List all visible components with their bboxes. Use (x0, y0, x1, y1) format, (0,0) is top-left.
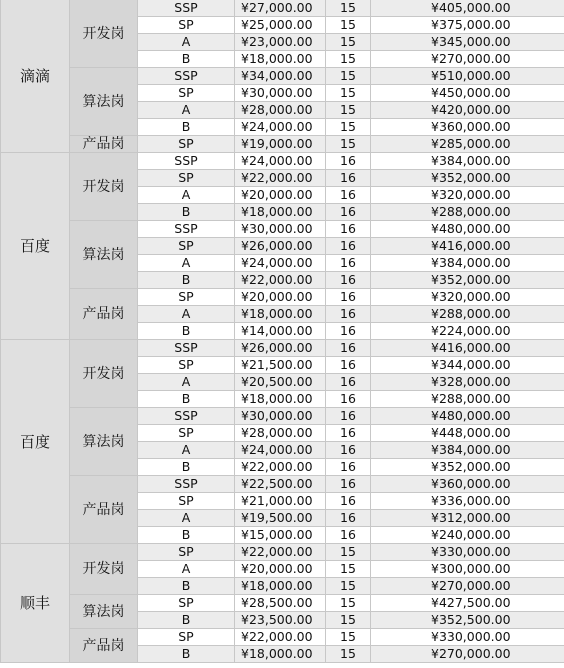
annual-salary-cell: ¥270,000.00 (371, 578, 564, 595)
months-cell: 16 (326, 238, 371, 255)
annual-salary-cell: ¥405,000.00 (371, 0, 564, 17)
level-cell: SP (138, 357, 235, 374)
monthly-salary-cell: ¥30,000.00 (235, 85, 326, 102)
level-cell: B (138, 459, 235, 476)
annual-salary-cell: ¥328,000.00 (371, 374, 564, 391)
level-cell: B (138, 119, 235, 136)
annual-salary-cell: ¥480,000.00 (371, 221, 564, 238)
monthly-salary-cell: ¥34,000.00 (235, 68, 326, 85)
level-cell: B (138, 51, 235, 68)
months-cell: 16 (326, 187, 371, 204)
annual-salary-cell: ¥285,000.00 (371, 136, 564, 153)
annual-salary-cell: ¥330,000.00 (371, 629, 564, 646)
monthly-salary-cell: ¥21,500.00 (235, 357, 326, 374)
level-cell: SP (138, 17, 235, 34)
months-cell: 16 (326, 391, 371, 408)
months-cell: 16 (326, 374, 371, 391)
annual-salary-cell: ¥312,000.00 (371, 510, 564, 527)
annual-salary-cell: ¥320,000.00 (371, 187, 564, 204)
annual-salary-cell: ¥360,000.00 (371, 119, 564, 136)
months-cell: 15 (326, 612, 371, 629)
role-cell: 开发岗 (70, 544, 138, 595)
months-cell: 16 (326, 323, 371, 340)
table-row (1, 340, 564, 357)
role-cell: 开发岗 (70, 153, 138, 221)
months-cell: 15 (326, 34, 371, 51)
table-row (1, 0, 564, 17)
level-cell: SSP (138, 476, 235, 493)
annual-salary-cell: ¥224,000.00 (371, 323, 564, 340)
annual-salary-cell: ¥352,000.00 (371, 272, 564, 289)
level-cell: A (138, 442, 235, 459)
monthly-salary-cell: ¥25,000.00 (235, 17, 326, 34)
monthly-salary-cell: ¥20,000.00 (235, 561, 326, 578)
months-cell: 16 (326, 204, 371, 221)
annual-salary-cell: ¥375,000.00 (371, 17, 564, 34)
monthly-salary-cell: ¥22,500.00 (235, 476, 326, 493)
monthly-salary-cell: ¥20,000.00 (235, 187, 326, 204)
months-cell: 16 (326, 153, 371, 170)
annual-salary-cell: ¥384,000.00 (371, 255, 564, 272)
role-cell: 算法岗 (70, 408, 138, 476)
months-cell: 16 (326, 255, 371, 272)
monthly-salary-cell: ¥18,000.00 (235, 51, 326, 68)
level-cell: SP (138, 238, 235, 255)
company-cell: 百度 (1, 340, 70, 544)
annual-salary-cell: ¥288,000.00 (371, 204, 564, 221)
level-cell: A (138, 374, 235, 391)
annual-salary-cell: ¥450,000.00 (371, 85, 564, 102)
role-cell: 产品岗 (70, 629, 138, 663)
months-cell: 15 (326, 102, 371, 119)
level-cell: B (138, 204, 235, 221)
level-cell: B (138, 323, 235, 340)
months-cell: 16 (326, 510, 371, 527)
months-cell: 16 (326, 272, 371, 289)
annual-salary-cell: ¥330,000.00 (371, 544, 564, 561)
monthly-salary-cell: ¥30,000.00 (235, 408, 326, 425)
monthly-salary-cell: ¥27,000.00 (235, 0, 326, 17)
annual-salary-cell: ¥384,000.00 (371, 153, 564, 170)
months-cell: 15 (326, 17, 371, 34)
level-cell: B (138, 646, 235, 663)
role-cell: 产品岗 (70, 136, 138, 153)
level-cell: SP (138, 425, 235, 442)
role-cell: 算法岗 (70, 68, 138, 136)
months-cell: 16 (326, 340, 371, 357)
monthly-salary-cell: ¥22,000.00 (235, 272, 326, 289)
level-cell: SP (138, 493, 235, 510)
annual-salary-cell: ¥288,000.00 (371, 306, 564, 323)
annual-salary-cell: ¥320,000.00 (371, 289, 564, 306)
monthly-salary-cell: ¥26,000.00 (235, 340, 326, 357)
annual-salary-cell: ¥270,000.00 (371, 646, 564, 663)
annual-salary-cell: ¥360,000.00 (371, 476, 564, 493)
months-cell: 16 (326, 306, 371, 323)
level-cell: SP (138, 136, 235, 153)
monthly-salary-cell: ¥15,000.00 (235, 527, 326, 544)
months-cell: 15 (326, 0, 371, 17)
table-row (1, 408, 564, 425)
annual-salary-cell: ¥300,000.00 (371, 561, 564, 578)
role-cell: 算法岗 (70, 221, 138, 289)
level-cell: SSP (138, 153, 235, 170)
level-cell: SP (138, 85, 235, 102)
months-cell: 15 (326, 646, 371, 663)
annual-salary-cell: ¥384,000.00 (371, 442, 564, 459)
monthly-salary-cell: ¥18,000.00 (235, 306, 326, 323)
role-cell: 开发岗 (70, 0, 138, 68)
role-cell: 产品岗 (70, 289, 138, 340)
annual-salary-cell: ¥352,000.00 (371, 459, 564, 476)
company-cell: 滴滴 (1, 0, 70, 153)
months-cell: 15 (326, 68, 371, 85)
table-row (1, 68, 564, 85)
monthly-salary-cell: ¥18,000.00 (235, 391, 326, 408)
months-cell: 16 (326, 425, 371, 442)
table-row (1, 221, 564, 238)
company-cell: 百度 (1, 153, 70, 340)
monthly-salary-cell: ¥23,500.00 (235, 612, 326, 629)
level-cell: SSP (138, 408, 235, 425)
months-cell: 15 (326, 595, 371, 612)
months-cell: 15 (326, 85, 371, 102)
annual-salary-cell: ¥352,000.00 (371, 170, 564, 187)
level-cell: SP (138, 544, 235, 561)
monthly-salary-cell: ¥30,000.00 (235, 221, 326, 238)
level-cell: SSP (138, 221, 235, 238)
months-cell: 15 (326, 136, 371, 153)
months-cell: 16 (326, 442, 371, 459)
monthly-salary-cell: ¥14,000.00 (235, 323, 326, 340)
annual-salary-cell: ¥510,000.00 (371, 68, 564, 85)
table-row (1, 476, 564, 493)
monthly-salary-cell: ¥24,000.00 (235, 119, 326, 136)
company-cell: 顺丰 (1, 544, 70, 663)
monthly-salary-cell: ¥28,000.00 (235, 102, 326, 119)
level-cell: SSP (138, 0, 235, 17)
annual-salary-cell: ¥270,000.00 (371, 51, 564, 68)
table-row (1, 544, 564, 561)
level-cell: A (138, 561, 235, 578)
months-cell: 15 (326, 119, 371, 136)
annual-salary-cell: ¥352,500.00 (371, 612, 564, 629)
level-cell: SSP (138, 68, 235, 85)
months-cell: 16 (326, 289, 371, 306)
monthly-salary-cell: ¥28,000.00 (235, 425, 326, 442)
table-row (1, 629, 564, 646)
months-cell: 16 (326, 170, 371, 187)
annual-salary-cell: ¥416,000.00 (371, 238, 564, 255)
level-cell: SSP (138, 340, 235, 357)
monthly-salary-cell: ¥22,000.00 (235, 459, 326, 476)
monthly-salary-cell: ¥23,000.00 (235, 34, 326, 51)
annual-salary-cell: ¥288,000.00 (371, 391, 564, 408)
level-cell: A (138, 187, 235, 204)
level-cell: SP (138, 595, 235, 612)
role-cell: 产品岗 (70, 476, 138, 544)
monthly-salary-cell: ¥22,000.00 (235, 544, 326, 561)
level-cell: SP (138, 629, 235, 646)
monthly-salary-cell: ¥20,000.00 (235, 289, 326, 306)
annual-salary-cell: ¥480,000.00 (371, 408, 564, 425)
annual-salary-cell: ¥240,000.00 (371, 527, 564, 544)
months-cell: 15 (326, 561, 371, 578)
annual-salary-cell: ¥416,000.00 (371, 340, 564, 357)
annual-salary-cell: ¥420,000.00 (371, 102, 564, 119)
months-cell: 16 (326, 527, 371, 544)
months-cell: 16 (326, 221, 371, 238)
monthly-salary-cell: ¥24,000.00 (235, 442, 326, 459)
level-cell: B (138, 527, 235, 544)
months-cell: 15 (326, 51, 371, 68)
months-cell: 15 (326, 629, 371, 646)
salary-table-body (1, 0, 564, 663)
table-row (1, 289, 564, 306)
level-cell: A (138, 306, 235, 323)
annual-salary-cell: ¥427,500.00 (371, 595, 564, 612)
monthly-salary-cell: ¥28,500.00 (235, 595, 326, 612)
level-cell: SP (138, 289, 235, 306)
level-cell: A (138, 255, 235, 272)
monthly-salary-cell: ¥24,000.00 (235, 255, 326, 272)
months-cell: 15 (326, 578, 371, 595)
table-row (1, 153, 564, 170)
table-row (1, 136, 564, 153)
months-cell: 16 (326, 459, 371, 476)
level-cell: A (138, 102, 235, 119)
monthly-salary-cell: ¥24,000.00 (235, 153, 326, 170)
monthly-salary-cell: ¥22,000.00 (235, 629, 326, 646)
monthly-salary-cell: ¥18,000.00 (235, 646, 326, 663)
level-cell: A (138, 510, 235, 527)
monthly-salary-cell: ¥20,500.00 (235, 374, 326, 391)
monthly-salary-cell: ¥18,000.00 (235, 578, 326, 595)
months-cell: 16 (326, 408, 371, 425)
level-cell: SP (138, 170, 235, 187)
annual-salary-cell: ¥344,000.00 (371, 357, 564, 374)
annual-salary-cell: ¥345,000.00 (371, 34, 564, 51)
months-cell: 16 (326, 493, 371, 510)
monthly-salary-cell: ¥26,000.00 (235, 238, 326, 255)
level-cell: B (138, 578, 235, 595)
level-cell: B (138, 612, 235, 629)
monthly-salary-cell: ¥18,000.00 (235, 204, 326, 221)
months-cell: 15 (326, 544, 371, 561)
annual-salary-cell: ¥336,000.00 (371, 493, 564, 510)
monthly-salary-cell: ¥22,000.00 (235, 170, 326, 187)
months-cell: 16 (326, 476, 371, 493)
monthly-salary-cell: ¥21,000.00 (235, 493, 326, 510)
table-row (1, 595, 564, 612)
role-cell: 算法岗 (70, 595, 138, 629)
role-cell: 开发岗 (70, 340, 138, 408)
annual-salary-cell: ¥448,000.00 (371, 425, 564, 442)
level-cell: B (138, 272, 235, 289)
level-cell: A (138, 34, 235, 51)
level-cell: B (138, 391, 235, 408)
monthly-salary-cell: ¥19,000.00 (235, 136, 326, 153)
monthly-salary-cell: ¥19,500.00 (235, 510, 326, 527)
months-cell: 16 (326, 357, 371, 374)
